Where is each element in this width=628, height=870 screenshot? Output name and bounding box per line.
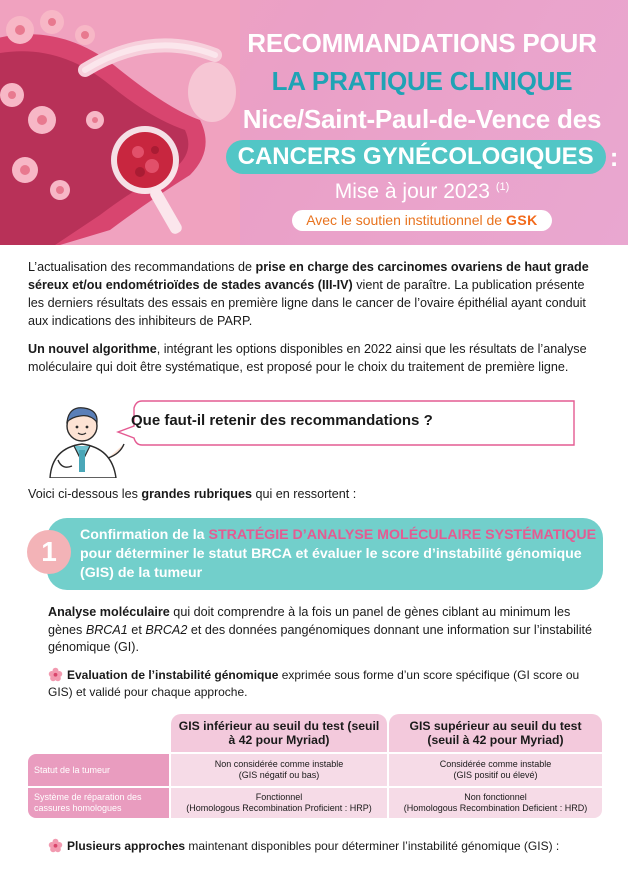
below-bold: grandes rubriques [141, 487, 252, 501]
hero-update-text: Mise à jour 2023 [334, 180, 490, 203]
gene-brca1: BRCA1 [85, 622, 128, 637]
table-cell-line: Considérée comme instable [439, 759, 552, 769]
gsk-logo: GSK [505, 212, 538, 228]
bullet1-bold: Evaluation de l’instabilité génomique [67, 668, 279, 682]
section-1-number: 1 [27, 530, 71, 574]
table-cell-line: (GIS négatif ou bas) [238, 770, 320, 780]
hero-title-pill: CANCERS GYNÉCOLOGIQUES [226, 140, 606, 174]
table-row-label: Statut de la tumeur [28, 754, 169, 786]
support-text: Avec le soutien institutionnel de [306, 212, 503, 228]
table-cell [389, 788, 602, 818]
flower-bullet-icon [48, 667, 63, 682]
table-cell-line: (Homologous Recombination Deficient : HRD) [403, 803, 588, 813]
bullet2-b: maintenant disponibles pour déterminer l’instabilité génomique (GIS) : [185, 839, 560, 853]
intro-p1-c: vient de paraître. La publication présente les derniers résultats des essais en première ligne dans le cancer de l’ovaire épithélial ayant conduit aux indications des inhibiteurs de PARP. [28, 278, 586, 328]
gene-brca2: BRCA2 [145, 622, 188, 637]
intro-paragraph-2 [28, 340, 602, 376]
hero-title-line4 [222, 140, 622, 174]
hero-title-line1: RECOMMANDATIONS POUR [247, 28, 597, 58]
intro-p2-bold: Un nouvel algorithme [28, 342, 157, 356]
table-cell-line: (Homologous Recombination Proficient : HRP) [186, 803, 372, 813]
flower-bullet-icon [48, 838, 63, 853]
table-corner [28, 714, 169, 752]
table-cell [171, 754, 387, 786]
table-cell [389, 754, 602, 786]
rubriques-intro [28, 487, 356, 501]
intro-p2-b: , intégrant les options disponibles en 2022 ainsi que les résultats de l’analyse moléculaire qui doit être systématique, est proposé pour le choix du traitement de première ligne. [28, 342, 587, 374]
below-c: qui en ressortent : [251, 487, 357, 501]
bullet1-b: exprimée sous forme d’un score spécifique (GI score ou GIS) et validé pour chaque approche. [48, 668, 580, 699]
uterus-flowers-illustration [0, 0, 240, 245]
below-a: Voici ci-dessous les [28, 487, 142, 501]
hero-title-line3: Nice/Saint-Paul-de-Vence des [242, 104, 602, 134]
table-row [28, 788, 602, 818]
table-head-gis-low: GIS inférieur au seuil du test (seuil à 42 pour Myriad) [171, 714, 387, 752]
analysis-paragraph [48, 604, 604, 657]
hero-update-ref: (1) [495, 181, 510, 193]
section-1-title [80, 526, 600, 583]
table-row-label: Système de réparation des cassures homologues [28, 788, 169, 818]
table-header-row [28, 714, 602, 752]
table-cell-line: (GIS positif ou élevé) [453, 770, 538, 780]
analysis-bold: Analyse moléculaire [48, 605, 170, 619]
section-1-t3: pour déterminer le statut BRCA et évaluer le score d’instabilité génomique (GIS) de la tumeur [80, 546, 582, 581]
question-heading: Que faut-il retenir des recommandations ? [131, 412, 433, 429]
hero-title-colon: : [609, 141, 619, 172]
hero-title-block [222, 24, 622, 231]
table-row [28, 754, 602, 786]
table-cell-line: Fonctionnel [255, 792, 303, 802]
support-badge [292, 210, 552, 231]
intro-paragraph-1 [28, 258, 602, 330]
analysis-b: qui doit comprendre à la fois un panel de gènes ciblant au minimum les gènes [48, 605, 571, 637]
intro-p1-a: L’actualisation des recommandations de [28, 260, 256, 274]
bullet2-bold: Plusieurs approches [67, 839, 186, 853]
hero-update [222, 180, 622, 204]
table-cell-line: Non considérée comme instable [214, 759, 344, 769]
table-cell-line: Non fonctionnel [464, 792, 527, 802]
bullet-approaches [48, 838, 604, 855]
analysis-d: et des données pangénomiques donnant une information sur l’instabilité génomique (GI). [48, 622, 593, 654]
bullet-genomic-instability [48, 667, 604, 701]
table-cell [171, 788, 387, 818]
gis-table [28, 714, 602, 818]
section-1-t1: Confirmation de la [80, 527, 209, 543]
table-head-gis-high: GIS supérieur au seuil du test (seuil à 42 pour Myriad) [389, 714, 602, 752]
hero-banner [0, 0, 628, 245]
intro-p1-bold: prise en charge des carcinomes ovariens de haut grade séreux et/ou endométrioïdes de stades avancés (III-IV) [28, 260, 589, 292]
section-1-emphasis: STRATÉGIE D’ANALYSE MOLÉCULAIRE SYSTÉMATIQUE [208, 527, 597, 543]
analysis-c: et [127, 622, 146, 637]
hero-title-line2: LA PRATIQUE CLINIQUE [271, 66, 573, 96]
intro-text [28, 258, 602, 386]
